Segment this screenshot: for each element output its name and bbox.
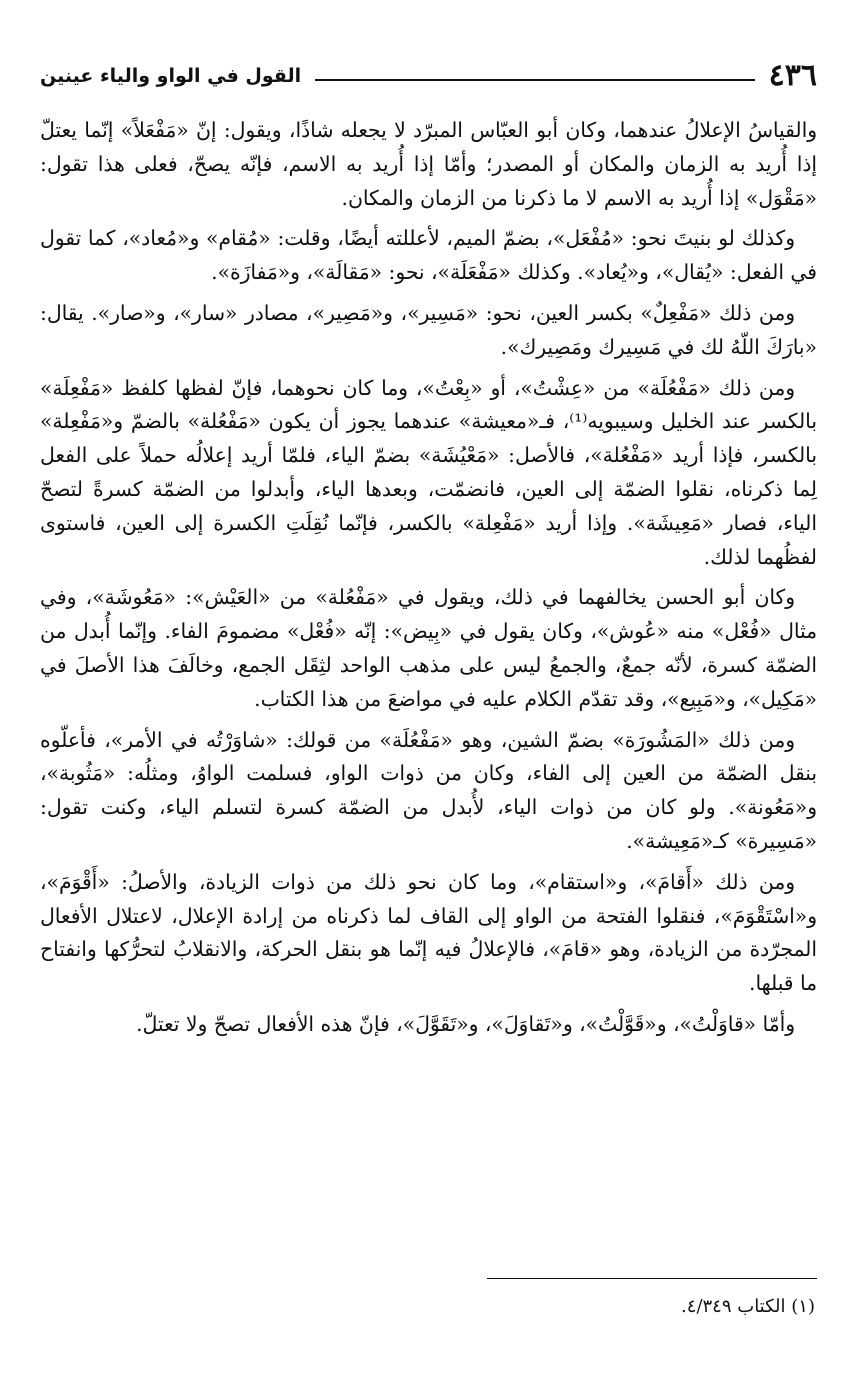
paragraph: والقياسُ الإعلالُ عندهما، وكان أبو العبّاس المبرّد لا يجعله شاذًا، ويقول: إنّ «مَفْعَلاً» إنّما يعتلّ إذا أُريد به الزمان والمكان أو المصدر؛ وأمّا إذا أُريد به الاسم، فإنّه يصحّ، فعلى هذا تقول: «مَقْوَل» إذا أُريد به الاسم لا ما ذكرنا من الزمان والمكان. <box>40 118 817 210</box>
running-title: القول في الواو والياء عينين <box>40 65 302 87</box>
paragraph: ومن ذلك «مَفْعِلٌ» بكسر العين، نحو: «مَسِير»، و«مَصِير»، مصادر «سار»، و«صار». يقال: «بارَكَ اللّهُ لك في مَسِيرك ومَصِيرك». <box>40 300 817 359</box>
paragraph: ومن ذلك «أَقامَ»، و«استقام»، وما كان نحو ذلك من ذوات الزيادة، والأصلُ: «أَقْوَمَ»، و«اسْتَقْوَمَ»، فنقلوا الفتحة من الواو إلى القاف لما ذكرناه من إرادة الإعلال، لاعتلال الأفعال المجرّدة من الزيادة، وهو «قامَ»، فالإعلالُ فيه إنّما هو بنقل الحركة، والانقلابُ لتحرُّكها وانفتاح ما قبلها. <box>40 869 817 996</box>
paragraph: وكذلك لو بنيتَ نحو: «مُفْعَل»، بضمّ الميم، لأعللته أيضًا، وقلت: «مُقام» و«مُعاد»، كما تقول في الفعل: «يُقال»، و«يُعاد». وكذلك «مَفْعَلَة»، نحو: «مَقالَة»، و«مَفازَة». <box>40 226 817 285</box>
footnote: (١) الكتاب ٤/٣٤٩. <box>681 1296 815 1317</box>
page-header <box>40 56 817 96</box>
paragraph: ومن ذلك «مَفْعُلَة» من «عِشْتُ»، أو «بِعْتُ»، وما كان نحوهما، فإنّ لفظها كلفظ «مَفْعِلَة» بالكسر عند الخليل وسيبويه⁽¹⁾، فـ«معيشة» عندهما يجوز أن يكون «مَفْعُلة» بالضمّ و«مَفْعِلة» بالكسر، فإذا أريد «مَفْعُلة»، فالأصل: «مَعْيُشَة» بضمّ الياء، فلمّا أريد إعلالُه حملاً على الفعل لِما ذكرناه، نقلوا الضمّة إلى العين، فانضمّت، وبعدها الياء، وأبدلوا من الضمّة كسرةً لتصحّ الياء، فصار «مَعِيشَة». وإذا أريد «مَفْعِلة» بالكسر، فإنّما نُقِلَتِ الكسرة إلى العين، فاستوى لفظُهما لذلك. <box>40 375 817 569</box>
paragraph: ومن ذلك «المَشُورَة» بضمّ الشين، وهو «مَفْعُلَة» من قولك: «شاوَرْتُه في الأمر»، فأعلّوه بنقل الضمّة من العين إلى الفاء، وكان من ذوات الواو، فسلمت الواوُ، ومثلُه: «مَثُوبة»، و«مَعُونة». ولو كان من ذوات الياء، لأُبدل من الضمّة كسرة لتسلم الياء، وكنت تقول: «مَسِيرة» كـ«مَعِيشة». <box>40 727 817 853</box>
paragraph: وأمّا «قاوَلْتُ»، و«قَوَّلْتُ»، و«تَقاوَلَ»، و«تَقَوَّلَ»، فإنّ هذه الأفعال تصحّ ولا تعتلّ. <box>136 1011 795 1036</box>
paragraph: وكان أبو الحسن يخالفهما في ذلك، ويقول في «مَفْعُلة» من «العَيْش»: «مَعُوشَة»، وفي مثال «فُعْل» منه «عُوش»، وكان يقول في «بِيض»: إنّه «فُعْل» مضمومَ الفاء. وإنّما أُبدل من الضمّة كسرة، لأنّه جمعٌ، والجمعُ ليس على مذهب الواحد لثِقَل الجمع، وخالَفَ هذا الأصلَ في «مَكِيل»، و«مَبِيع»، وقد تقدّم الكلام عليه في مواضعَ من هذا الكتاب. <box>40 585 817 711</box>
footnote-rule <box>487 1278 817 1279</box>
body-text <box>40 114 817 1049</box>
page-number: ٤٣٦ <box>768 58 817 93</box>
header-rule <box>315 79 755 81</box>
